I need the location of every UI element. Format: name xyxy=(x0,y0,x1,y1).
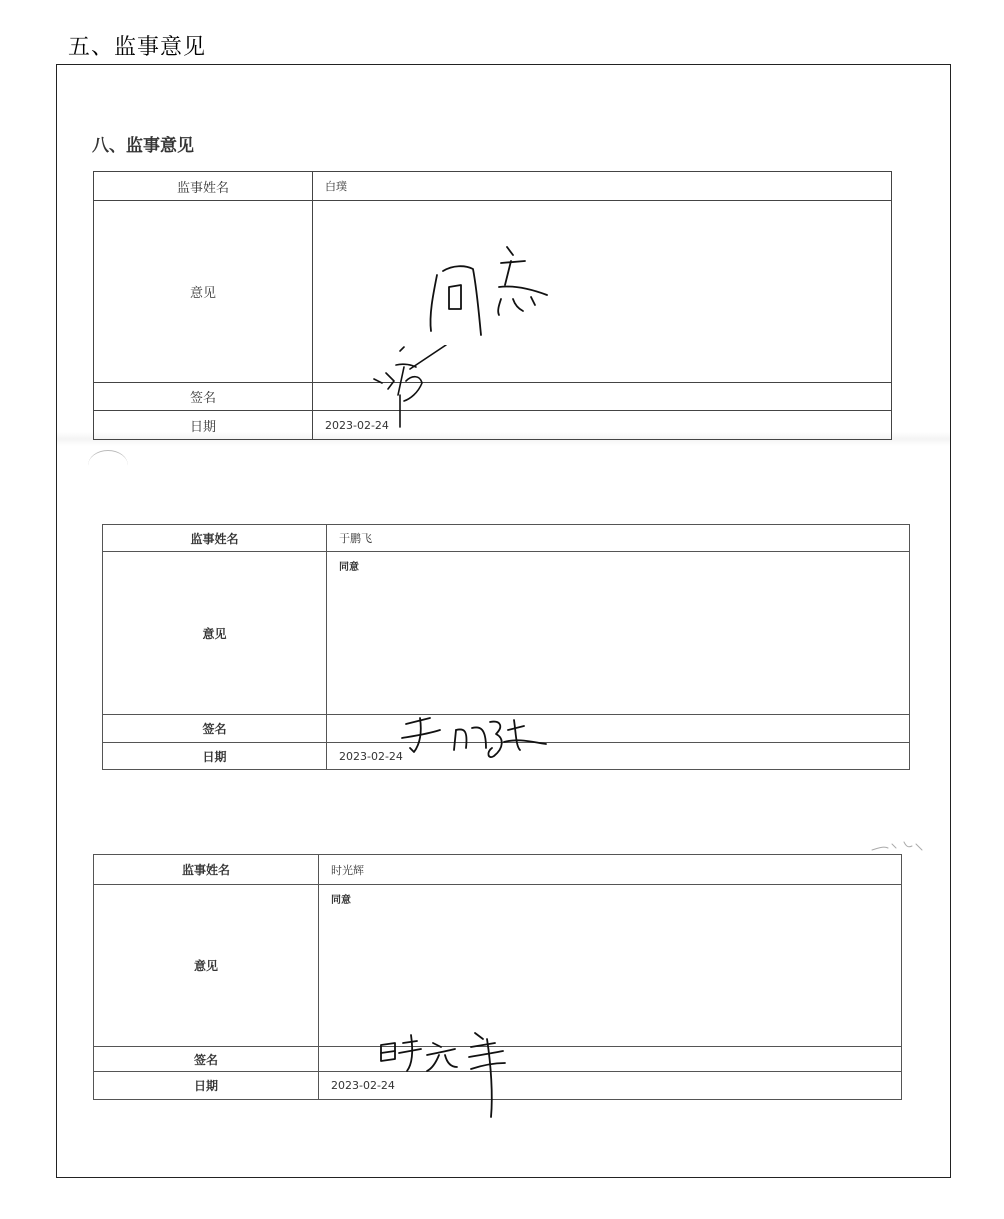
signature-label: 签名 xyxy=(103,715,327,743)
name-label: 监事姓名 xyxy=(94,855,319,885)
table-row xyxy=(94,885,902,1047)
date-value: 2023-02-24 xyxy=(319,1072,902,1100)
supervisor-opinion-table-3 xyxy=(93,854,902,1100)
table-row xyxy=(94,201,892,383)
signature-cell xyxy=(313,383,892,411)
date-value: 2023-02-24 xyxy=(313,411,892,440)
table-row xyxy=(103,525,910,552)
signature-cell xyxy=(319,1047,902,1072)
scan-artifact xyxy=(88,450,128,481)
opinion-text xyxy=(313,201,892,383)
section-heading: 五、监事意见 xyxy=(68,35,207,60)
signature-label: 签名 xyxy=(94,383,313,411)
table-row xyxy=(94,172,892,201)
supervisor-name: 白璞 xyxy=(313,172,892,201)
table-row xyxy=(103,743,910,770)
table-row xyxy=(103,715,910,743)
opinion-text: 同意 xyxy=(319,885,902,1047)
name-label: 监事姓名 xyxy=(94,172,313,201)
supervisor-name: 于鹏飞 xyxy=(327,525,910,552)
opinion-label: 意见 xyxy=(94,885,319,1047)
supervisor-opinion-table-2 xyxy=(102,524,910,770)
table-row xyxy=(94,1072,902,1100)
opinion-text: 同意 xyxy=(327,552,910,715)
name-label: 监事姓名 xyxy=(103,525,327,552)
table-row xyxy=(103,552,910,715)
inner-section-title: 八、监事意见 xyxy=(92,136,194,156)
date-label: 日期 xyxy=(94,1072,319,1100)
date-label: 日期 xyxy=(103,743,327,770)
supervisor-opinion-table-1 xyxy=(93,171,892,440)
signature-cell xyxy=(327,715,910,743)
table-row xyxy=(94,383,892,411)
table-row xyxy=(94,855,902,885)
opinion-label: 意见 xyxy=(94,201,313,383)
date-value: 2023-02-24 xyxy=(327,743,910,770)
supervisor-name: 时光辉 xyxy=(319,855,902,885)
opinion-label: 意见 xyxy=(103,552,327,715)
table-row xyxy=(94,1047,902,1072)
table-row xyxy=(94,411,892,440)
date-label: 日期 xyxy=(94,411,313,440)
signature-label: 签名 xyxy=(94,1047,319,1072)
